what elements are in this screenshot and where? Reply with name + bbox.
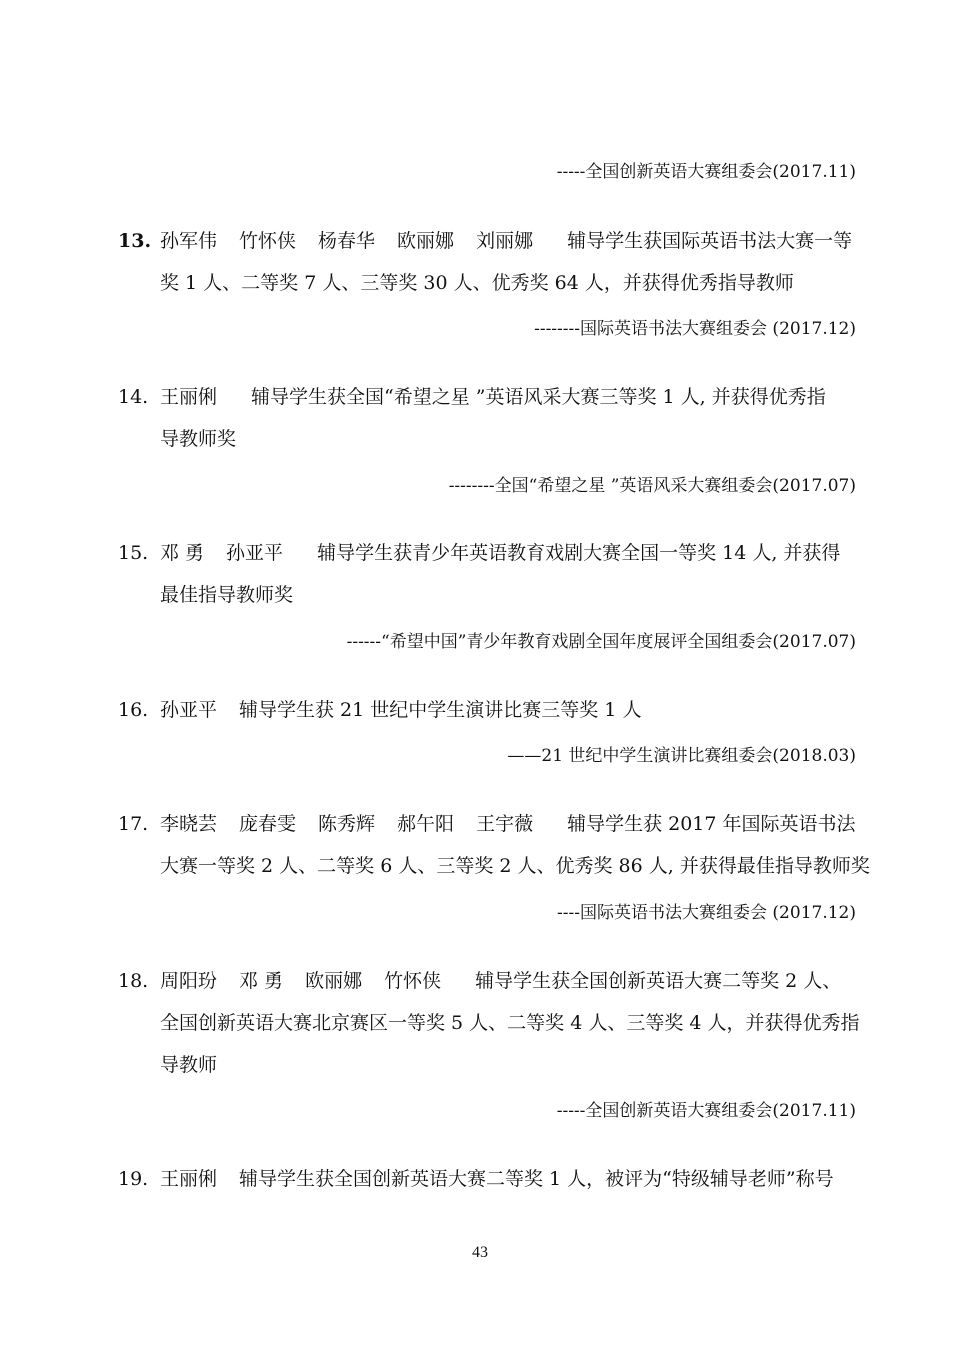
teacher-name: 杨春华 <box>318 230 376 252</box>
teacher-name: 邓 勇 <box>239 970 284 992</box>
award-text: 辅导学生获全国创新英语大赛二等奖 1 人，被评为“特级辅导老师”称号 <box>239 1168 834 1190</box>
award-text: 辅导学生获青少年英语教育戏剧大赛全国一等奖 14 人, 并获得 <box>317 542 841 564</box>
award-text-continued: 奖 1 人、二等奖 7 人、三等奖 30 人、优秀奖 64 人，并获得优秀指导教师 <box>160 272 794 294</box>
teacher-name: 竹怀侠 <box>239 230 297 252</box>
award-text: 辅导学生获全国创新英语大赛二等奖 2 人、 <box>475 970 842 992</box>
teacher-name: 孙亚平 <box>160 699 218 721</box>
entry-number: 19. <box>118 1168 149 1190</box>
entry-number: 13. <box>118 230 152 252</box>
teacher-name: 李晓芸 <box>160 813 218 835</box>
entry-17 <box>118 812 856 836</box>
award-text: 辅导学生获国际英语书法大赛一等 <box>567 230 853 252</box>
page-number: 43 <box>472 1244 488 1261</box>
teacher-name: 孙军伟 <box>160 230 218 252</box>
award-text: 辅导学生获 2017 年国际英语书法 <box>567 813 856 835</box>
award-text: 辅导学生获 21 世纪中学生演讲比赛三等奖 1 人 <box>239 699 642 721</box>
entry-number: 18. <box>118 970 149 992</box>
source-line: --------国际英语书法大赛组委会 (2017.12) <box>534 319 856 339</box>
entry-16 <box>118 698 641 722</box>
award-text-continued: 导教师 <box>160 1054 218 1076</box>
teacher-name: 王丽俐 <box>160 386 218 408</box>
source-line: ——21 世纪中学生演讲比赛组委会(2018.03) <box>507 746 856 766</box>
source-line: -----全国创新英语大赛组委会(2017.11) <box>556 162 856 182</box>
entry-number: 14. <box>118 386 149 408</box>
source-line: ----国际英语书法大赛组委会 (2017.12) <box>557 903 856 923</box>
entry-19 <box>118 1167 834 1191</box>
source-line: --------全国“希望之星 ”英语风采大赛组委会(2017.07) <box>448 476 856 496</box>
entry-number: 17. <box>118 813 149 835</box>
teacher-name: 周阳玢 <box>160 970 218 992</box>
teacher-name: 郝午阳 <box>397 813 455 835</box>
entry-13 <box>118 229 852 253</box>
teacher-name: 欧丽娜 <box>305 970 363 992</box>
source-line: ------“希望中国”青少年教育戏剧全国年度展评全国组委会(2017.07) <box>346 632 856 652</box>
source-line: -----全国创新英语大赛组委会(2017.11) <box>556 1101 856 1121</box>
teacher-name: 孙亚平 <box>226 542 284 564</box>
award-text-continued: 全国创新英语大赛北京赛区一等奖 5 人、二等奖 4 人、三等奖 4 人，并获得优秀指 <box>160 1012 860 1034</box>
teacher-name: 刘丽娜 <box>476 230 534 252</box>
teacher-name: 竹怀侠 <box>384 970 442 992</box>
teacher-name: 欧丽娜 <box>397 230 455 252</box>
award-text-continued: 最佳指导教师奖 <box>160 584 294 606</box>
entry-number: 15. <box>118 542 149 564</box>
entry-number: 16. <box>118 699 149 721</box>
teacher-name: 王丽俐 <box>160 1168 218 1190</box>
entry-15 <box>118 541 840 565</box>
award-text: 辅导学生获全国“希望之星 ”英语风采大赛三等奖 1 人, 并获得优秀指 <box>251 386 826 408</box>
teacher-name: 庞春雯 <box>239 813 297 835</box>
entry-18 <box>118 969 841 993</box>
award-text-continued: 导教师奖 <box>160 428 237 450</box>
entry-14 <box>118 385 826 409</box>
award-text-continued: 大赛一等奖 2 人、二等奖 6 人、三等奖 2 人、优秀奖 86 人, 并获得最佳指导教师奖 <box>160 855 870 877</box>
teacher-name: 王宇薇 <box>476 813 534 835</box>
teacher-name: 陈秀辉 <box>318 813 376 835</box>
teacher-name: 邓 勇 <box>160 542 205 564</box>
